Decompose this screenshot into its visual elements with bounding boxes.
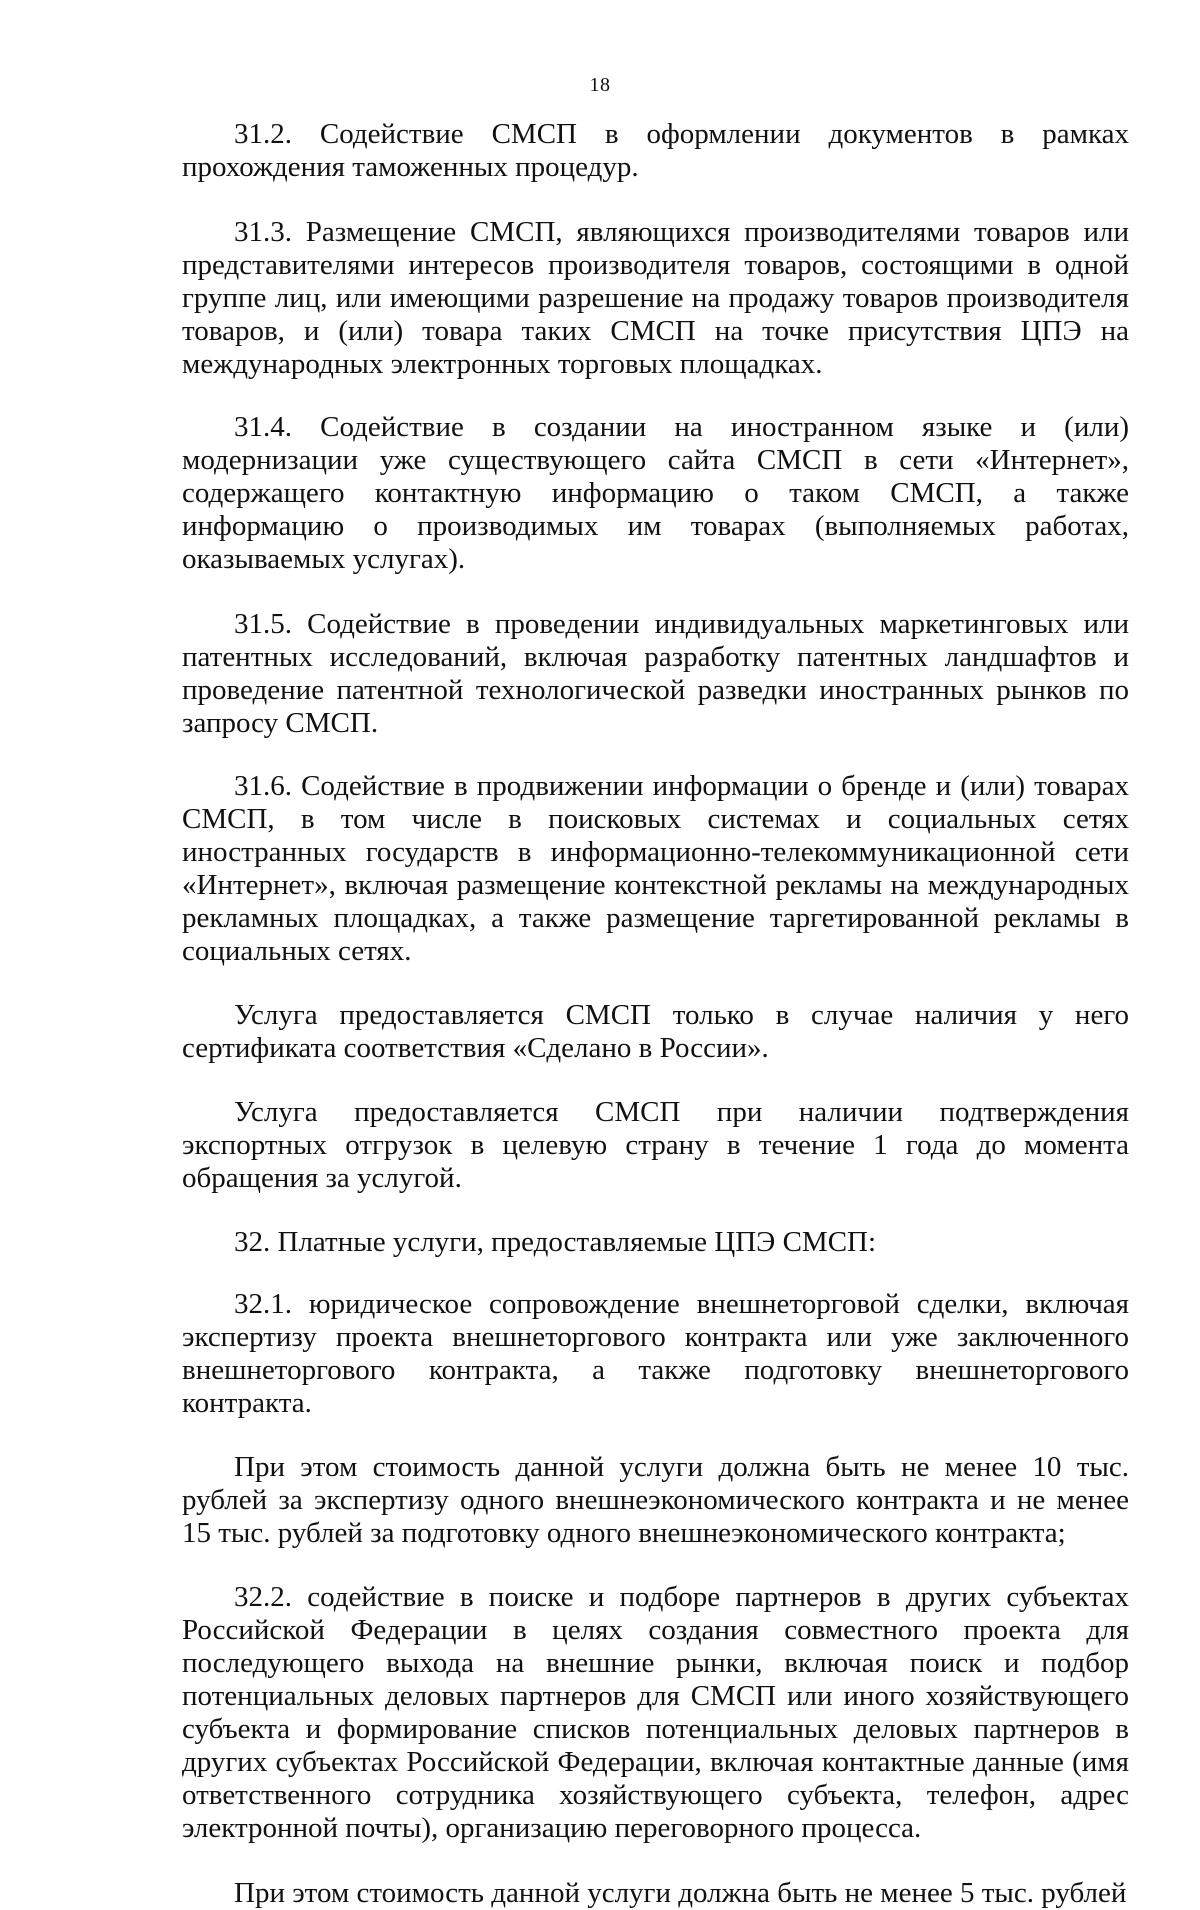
paragraph-31-4: 31.4. Содействие в создании на иностранном языке и (или) модернизации уже существующего сайта СМСП в сети «Интернет», содержащего контактную информацию о таком СМСП, а также информацию о производимых им товарах (выполняемых работах, оказываемых услугах). — [182, 411, 1129, 575]
paragraph-32-1: 32.1. юридическое сопровождение внешнеторговой сделки, включая экспертизу проекта внешнеторгового контракта или уже заключенного внешнеторгового контракта, а также подготовку внешнеторгового контракта. — [182, 1288, 1129, 1419]
paragraph-32-2: 32.2. содействие в поиске и подборе партнеров в других субъектах Российской Федерации в целях создания совместного проекта для последующего выхода на внешние рынки, включая поиск и подбор потенциальных деловых партнеров для СМСП или иного хозяйствующего субъекта и формирование списков потенциальных деловых партнеров в других субъектах Российской Федерации, включая контактные данные (имя ответственного сотрудника хозяйствующего субъекта, телефон, адрес электронной почты), организацию переговорного процесса. — [182, 1581, 1129, 1844]
paragraph-31-6: 31.6. Содействие в продвижении информации о бренде и (или) товарах СМСП, в том числе в поисковых системах и социальных сетях иностранных государств в информационно-телекоммуникационной сети «Интернет», включая размещение контекстной рекламы на международных рекламных площадках, а также размещение таргетированной рекламы в социальных сетях. — [182, 770, 1129, 967]
page-number: 18 — [589, 74, 611, 96]
paragraph-31-3: 31.3. Размещение СМСП, являющихся производителями товаров или представителями интересов производителя товаров, состоящими в одной группе лиц, или имеющими разрешение на продажу товаров производителя товаров, и (или) товара таких СМСП на точке присутствия ЦПЭ на международных электронных торговых площадках. — [182, 216, 1129, 380]
paragraph-32-heading: 32. Платные услуги, предоставляемые ЦПЭ СМСП: — [234, 1226, 877, 1258]
document-body — [182, 118, 1129, 1910]
paragraph-31-2: 31.2. Содействие СМСП в оформлении документов в рамках прохождения таможенных процедур. — [182, 118, 1129, 183]
paragraph-32-2-cost: При этом стоимость данной услуги должна быть не менее 5 тыс. рублей — [234, 1877, 1127, 1909]
paragraph-service-condition-shipments: Услуга предоставляется СМСП при наличии подтверждения экспортных отгрузок в целевую страну в течение 1 года до момента обращения за услугой. — [182, 1096, 1129, 1194]
paragraph-service-condition-certificate: Услуга предоставляется СМСП только в случае наличия у него сертификата соответствия «Сделано в России». — [182, 999, 1129, 1064]
paragraph-32-1-cost: При этом стоимость данной услуги должна быть не менее 10 тыс. рублей за экспертизу одного внешнеэкономического контракта и не менее 15 тыс. рублей за подготовку одного внешнеэкономического контракта; — [182, 1451, 1129, 1549]
paragraph-31-5: 31.5. Содействие в проведении индивидуальных маркетинговых или патентных исследований, включая разработку патентных ландшафтов и проведение патентной технологической разведки иностранных рынков по запросу СМСП. — [182, 608, 1129, 739]
